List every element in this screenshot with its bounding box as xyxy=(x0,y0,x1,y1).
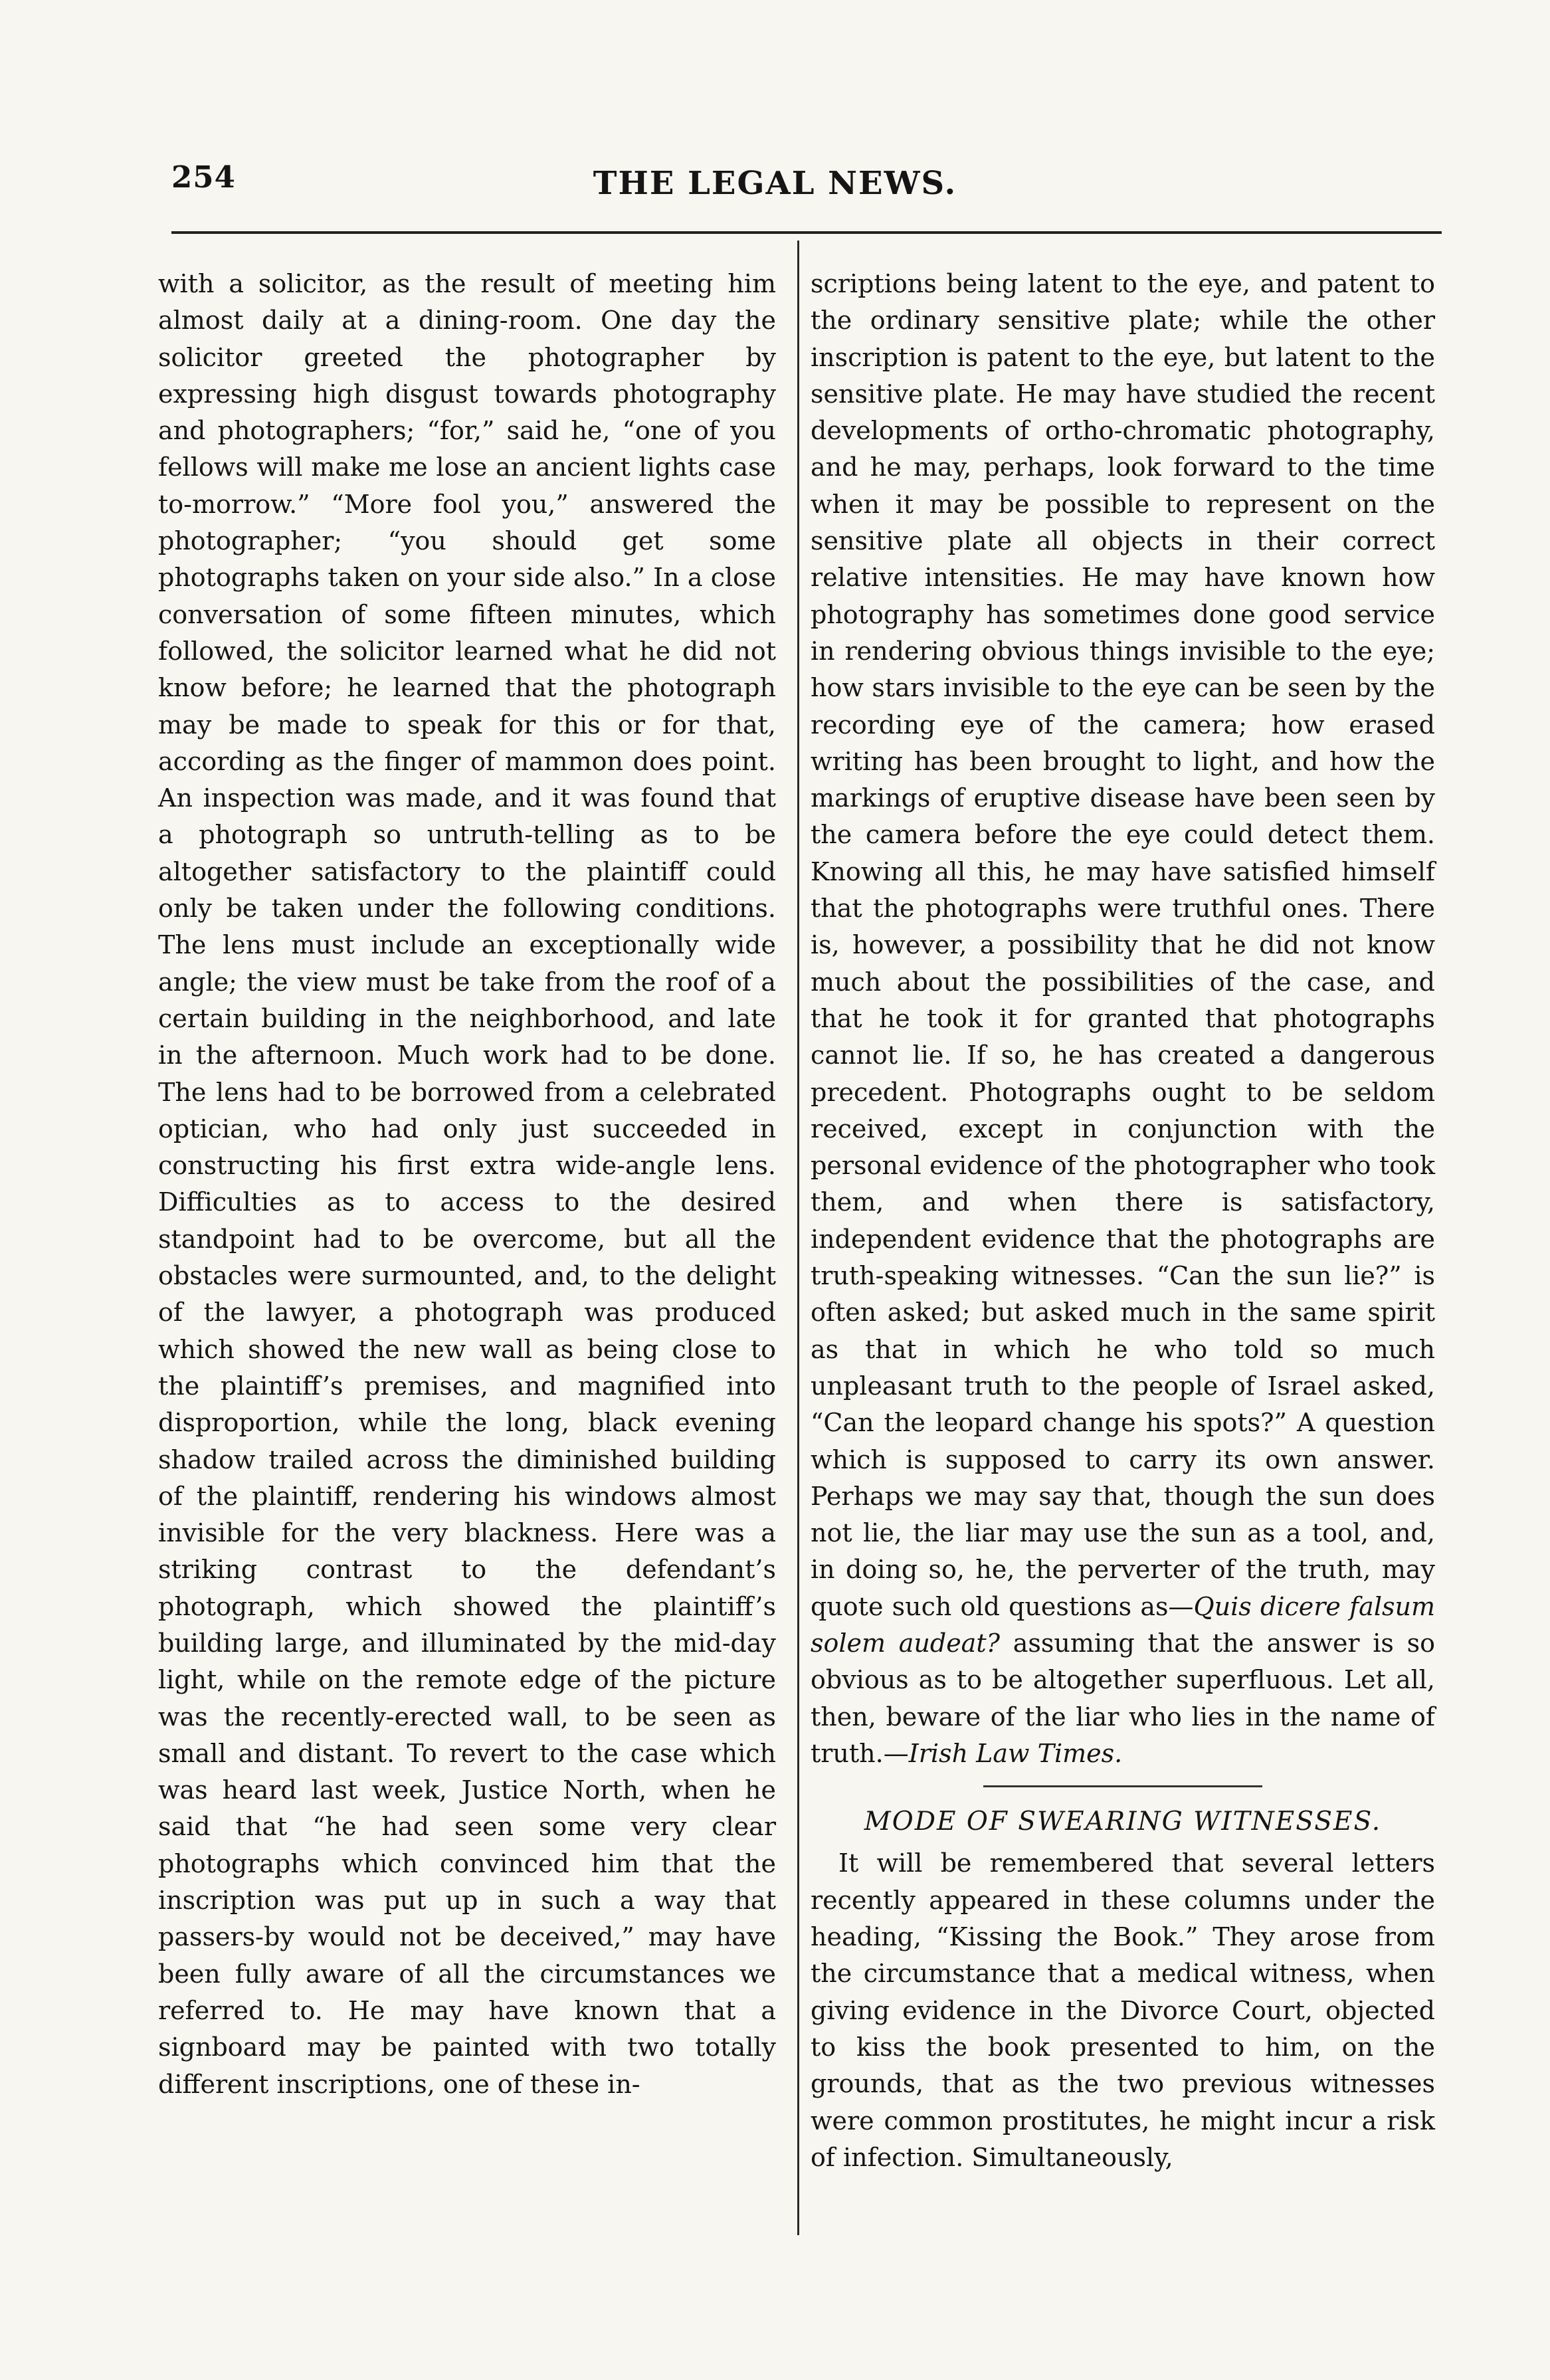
section-heading: MODE OF SWEARING WITNESSES. xyxy=(864,1807,1382,1837)
journal-title: THE LEGAL NEWS. xyxy=(593,165,957,202)
header-rule xyxy=(171,231,1442,234)
source-signature: Irish Law Times. xyxy=(908,1738,1123,1768)
latin-quote: Quis dicere falsum solem audeat? xyxy=(811,1591,1435,1658)
right-column-text xyxy=(811,266,1435,1772)
section-divider xyxy=(983,1785,1262,1787)
page-number: 254 xyxy=(171,159,236,195)
right-column xyxy=(811,266,1435,2176)
right-column-main-text: scriptions being latent to the eye, and patent to the ordinary sensitive plate; while the other inscription is patent to the eye, but latent to the sensitive plate. He may have studied the recent developments of ortho-chromatic photography, and he may, perhaps, look forward to the time when it may be possible to represent on the sensitive plate all objects in their correct relative intensities. He may have known how photography has sometimes done good service in rendering obvious things invisible to the eye; how stars invisible to the eye can be seen by the recording eye of the camera; how erased writing has been brought to light, and how the markings of eruptive disease have been seen by the camera before the eye could detect them. Knowing all this, he may have satisfied himself that the photographs were truthful ones. There is, however, a possibility that he did not know much about the possibilities of the case, and that he took it for granted that photographs cannot lie. If so, he has created a dangerous precedent. Photographs ought to be seldom received, except in conjunction with the personal evidence of the photographer who took them, and when there is satisfactory, independent evidence that the photographs are truth-speaking witnesses. “Can the sun lie?” is often asked; but asked much in the same spirit as that in which he who told so much unpleasant truth to the people of Israel asked, “Can the leopard change his spots?” A question which is supposed to carry its own answer. Perhaps we may say that, though the sun does not lie, the liar may use the sun as a tool, and, in doing so, he, the perverter of the truth, may quote such old questions as— xyxy=(811,269,1435,1621)
left-column xyxy=(158,266,776,2103)
column-divider xyxy=(797,241,799,2235)
left-column-text: with a solicitor, as the result of meeting him almost daily at a dining-room. One day the solicitor greeted the photographer by expressing high disgust towards photography and photographers; “for,” said he, “one of you fellows will make me lose an ancient lights case to-morrow.” “More fool you,” answered the photographer; “you should get some photographs taken on your side also.” In a close conversation of some fifteen minutes, which followed, the solicitor learned what he did not know before; he learned that the photograph may be made to speak for this or for that, according as the finger of mammon does point. An inspection was made, and it was found that a photograph so untruth-telling as to be altogether satisfactory to the plaintiff could only be taken under the following conditions. The lens must include an exceptionally wide angle; the view must be take from the roof of a certain building in the neighborhood, and late in the afternoon. Much work had to be done. The lens had to be borrowed from a celebrated optician, who had only just succeeded in constructing his first extra wide-angle lens. Difficulties as to access to the desired standpoint had to be overcome, but all the obstacles were surmounted, and, to the delight of the lawyer, a photograph was produced which showed the new wall as being close to the plaintiff’s premises, and magnified into disproportion, while the long, black evening shadow trailed across the diminished building of the plaintiff, rendering his windows almost invisible for the very blackness. Here was a striking contrast to the defendant’s photograph, which showed the plaintiff’s building large, and illuminated by the mid-day light, while on the remote edge of the picture was the recently-erected wall, to be seen as small and distant. To revert to the case which was heard last week, Justice North, when he said that “he had seen some very clear photographs which convinced him that the inscription was put up in such a way that passers-by would not be deceived,” may have been fully aware of all the circumstances we referred to. He may have known that a signboard may be painted with two totally different inscriptions, one of these in- xyxy=(158,269,776,2099)
right-column-after-quote: assuming that the answer is so obvious as to be altogether superfluous. Let all, then, beware of the liar who lies in the name of truth.— xyxy=(811,1628,1436,1768)
section-body-text: It will be remembered that several letters recently appeared in these columns under the heading, “Kissing the Book.” They arose from the circumstance that a medical witness, when giving evidence in the Divorce Court, objected to kiss the book presented to him, on the grounds, that as the two previous witnesses were common prostitutes, he might incur a risk of infection. Simultaneously, xyxy=(811,1848,1435,2172)
